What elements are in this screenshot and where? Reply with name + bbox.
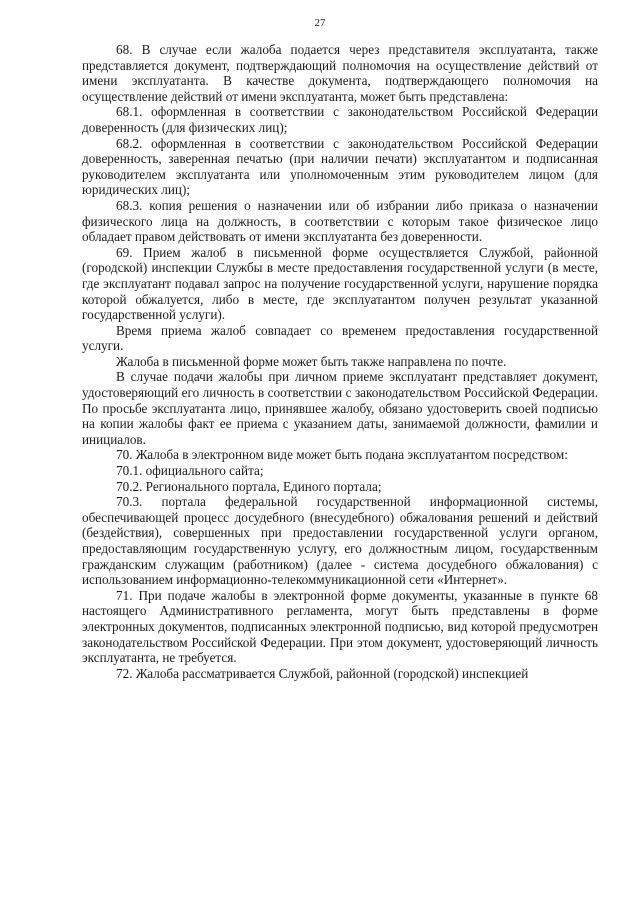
paragraph-70-2: 70.2. Регионального портала, Единого портала;	[116, 478, 382, 494]
paragraph-personal-reception: В случае подачи жалобы при личном приеме эксплуатант представляет документ, удостоверяющий его личность в соответствии с законодательством Российской Федерации. По просьбе эксплуатанта лицо, принявшее жалобу, обязано удостоверить своей подписью на копии жалобы факт ее приема с указанием даты, занимаемой должности, фамилии и инициалов.	[82, 369, 598, 447]
paragraph-reception-time: Время приема жалоб совпадает со временем предоставления государственной услуги.	[82, 322, 598, 354]
page-number: 27	[314, 17, 326, 29]
paragraph-72: 72. Жалоба рассматривается Службой, районной (городской) инспекцией	[116, 665, 529, 681]
paragraph-69: 69. Прием жалоб в письменной форме осуществляется Службой, районной (городской) инспекции Службы в месте предоставления государственной услуги (в месте, где эксплуатант подавал запрос на получение государственной услуги, нарушение порядка которой обжалуется, либо в месте, где эксплуатантом получен результат указанной государственной услуги).	[82, 244, 598, 323]
paragraph-70: 70. Жалоба в электронном виде может быть подана эксплуатантом посредством:	[116, 447, 568, 463]
document-body	[82, 42, 598, 681]
paragraph-68-2: 68.2. оформленная в соответствии с законодательством Российской Федерации доверенность, заверенная печатью (при наличии печати) эксплуатантом и подписанная руководителем эксплуатанта или уполномоченным этим руководителем лицом (для юридических лиц);	[82, 135, 598, 198]
paragraph-68-3: 68.3. копия решения о назначении или об избрании либо приказа о назначении физического лица на должность, в соответствии с которым такое физическое лицо обладает правом действовать от имени эксплуатанта без доверенности.	[82, 197, 598, 245]
paragraph-68-1: 68.1. оформленная в соответствии с законодательством Российской Федерации доверенность (для физических лиц);	[82, 104, 598, 135]
paragraph-68: 68. В случае если жалоба подается через представителя эксплуатанта, также представляется документ, подтверждающий полномочия на осуществление действий от имени эксплуатанта. В качестве документа, подтверждающего полномочия на осуществление действий от имени эксплуатанта, может быть представлена:	[82, 42, 598, 104]
paragraph-70-1: 70.1. официального сайта;	[116, 463, 264, 479]
paragraph-71: 71. При подаче жалобы в электронной форме документы, указанные в пункте 68 настоящего Административного регламента, могут быть представлены в форме электронных документов, подписанных электронной подписью, вид которой предусмотрен законодательством Российской Федерации. При этом документ, удостоверяющий личность эксплуатанта, не требуется.	[82, 587, 598, 666]
paragraph-70-3: 70.3. портала федеральной государственной информационной системы, обеспечивающей процесс досудебного (внесудебного) обжалования решений и действий (бездействия), совершенных при предоставлении государственной услуги органом, предоставляющим государственную услугу, его должностным лицом, государственным гражданским служащим (работником) (далее - система досудебного обжалования) с использованием информационно-телекоммуникационной сети «Интернет».	[82, 494, 598, 588]
paragraph-postal: Жалоба в письменной форме может быть также направлена по почте.	[116, 353, 507, 369]
